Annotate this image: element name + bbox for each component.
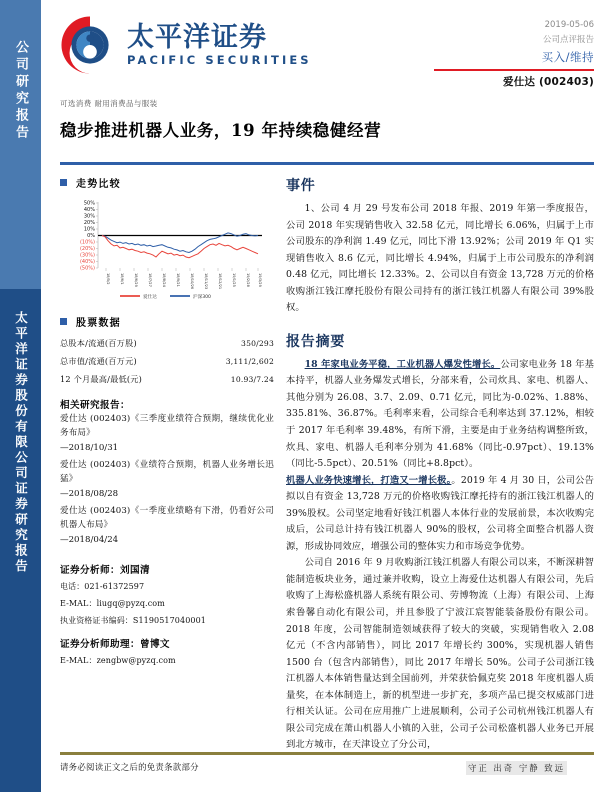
summary-lead: 机器人业务快速增长，打造又一增长极。: [286, 474, 452, 486]
table-row: [60, 353, 274, 371]
table-row: [60, 371, 274, 389]
summary-block: [286, 357, 594, 473]
stock-ticker: 爱仕达 (002403): [503, 76, 594, 89]
rating-underline-rule: [434, 69, 594, 71]
svg-text:50%: 50%: [83, 200, 95, 207]
related-report-date: —2018/04/24: [60, 534, 119, 545]
summary-text: 。2019 年 4 月 30 日，公司公告拟以自有资金 13,728 万元的价格收购钱江摩托持有的浙江钱江机器人的 39%股权。公司坚定地看好钱江机器人本体行业的发展前景，本次收购完成后，公司总计持有钱江机器人 90%的股权，公司将全面整合机器人资源，形成协同效应，增强公司的整体实力和市场竞争优势。: [286, 474, 595, 552]
assistant-email: E-MAL：zengbw@pyzq.com: [60, 655, 176, 665]
brand-name-en: PACIFIC SECURITIES: [127, 53, 312, 68]
svg-text:(50%): (50%): [79, 265, 95, 272]
svg-text:19/1/25: 19/1/25: [232, 273, 236, 287]
analyst-phone: 电话：021-61372597: [60, 581, 145, 591]
summary-block: [286, 555, 594, 754]
summary-block: [286, 473, 594, 556]
stock-row-label: 12 个月最高/最低(元): [60, 373, 143, 384]
report-type: 公司点评报告: [542, 34, 594, 45]
svg-text:沪深300: 沪深300: [193, 295, 211, 300]
svg-text:18/6/29: 18/6/29: [134, 273, 138, 287]
right-column: [286, 175, 595, 751]
related-report-title: 爱仕达 (002403)《一季度业绩略有下滑，仍看好公司机器人布局》: [60, 505, 274, 530]
svg-text:20%: 20%: [83, 220, 95, 226]
svg-text:18/9/21: 18/9/21: [176, 273, 180, 287]
chart-svg: [62, 196, 268, 304]
summary-text: 公司自 2016 年 9 月收购浙江钱江机器人有限公司以来，不断深耕智能制造板块业务，通过兼并收购，设立上海爱仕达机器人有限公司，先后收购了上海松盛机器人系统有限公司、劳博物流（上海）有限公司、上海索鲁馨自动化有限公司，并且参股了宁波江宸智能装备股份有限公司。2018 年度，公司智能制造领域获得了较大的突破，实现销售收入 2.08 亿元（不含内部销售），同比 2017 年增长约 300%，实现机器人销售 1500 台（包含内部销售），同比 2017 年增长 50%。公司子公司浙江钱江机器人本体销售量达到全国前列，并荣获恰佩克奖 2018 年度机器人质量奖，在本体制造上，新的机型进一步扩充，多项产品已提交权威部门进行相关认证。公司在应用推广上进展顺利，公司子公司杭州钱江机器人有限公司完成在萧山机器人小镇的入驻，公司子公司松盛机器人业务已开展到北方城市，在天津设立了分公司，: [286, 557, 594, 751]
svg-text:(10%): (10%): [79, 239, 95, 246]
sidebar-label-firm-research: 太平洋证券股份有限公司证券研究报告: [13, 311, 29, 575]
footer-slogan: 守正 出奇 宁静 致远: [468, 763, 565, 773]
analyst-heading: 证券分析师：刘国清: [60, 564, 150, 576]
summary-text: 公司家电业务 18 年基本持平，机器人业务爆发式增长，分部来看，公司炊具、家电、机器人、其他分别为 26.08、3.7、2.09、0.71 亿元，同比为-0.02%、1.88%、335.81%、36.87%。毛利率来看，公司综合毛利率达到 37.12%，相较于 2017 年毛利率 39.48%，有所下滑，主要是由于业务结构调整所致，炊具、家电、机器人毛利率分别为 41.68%（同比-0.97pct）、19.13%（同比-5.5pct）、20.51%（同比+8.8pct）。: [286, 358, 594, 470]
svg-text:(20%): (20%): [79, 246, 95, 252]
analyst-license: 执业资格证书编码：S1190517040001: [60, 615, 206, 625]
stock-row-value: 350/293: [241, 339, 274, 349]
svg-text:18/10/26: 18/10/26: [190, 273, 194, 290]
brand-name-cn: 太平洋证券: [127, 21, 267, 53]
footer-disclaimer: 请务必阅读正文之后的免责条款部分: [60, 762, 199, 772]
report-header: [41, 0, 612, 175]
sidebar-section-firm-research: [0, 289, 41, 792]
related-report-title: 爱仕达 (002403)《三季度业绩符合预期，继续优化业务布局》: [60, 414, 274, 439]
svg-text:18/12/21: 18/12/21: [218, 273, 222, 290]
trend-block-title: 走势比较: [76, 179, 121, 190]
svg-text:18/6/1: 18/6/1: [120, 273, 124, 285]
table-row: [60, 335, 274, 353]
bullet-square-icon: [60, 318, 67, 325]
svg-text:(40%): (40%): [79, 259, 95, 265]
trend-block-header: [60, 175, 274, 190]
svg-text:19/2/28: 19/2/28: [246, 273, 250, 287]
report-footer: [41, 752, 612, 792]
related-report-date: —2018/08/28: [60, 488, 119, 499]
section-heading-event: 事件: [286, 178, 316, 194]
stock-row-value: 10.93/7.24: [230, 374, 274, 384]
stock-data-table: [60, 335, 274, 388]
footer-divider: [60, 752, 594, 755]
event-paragraph: 1、公司 4 月 29 号发布公司 2018 年报、2019 年第一季度报告，公司 2018 年实现销售收入 32.58 亿元，同比增长 6.06%，归属于上市公司股东的净利润 1.49 亿元，同比下滑 13.92%；公司 2019 年 Q1 实现销售收入 8.6 亿元，同比增长 4.94%，归属于上市公司股东的净利润 0.48 亿元，同比增长 12.33%。2、公司以自有资金 13,728 万元的价格收购浙江钱江摩托股份有限公司持有的浙江钱江机器人有限公司 39%股权。: [286, 203, 594, 314]
report-body: [41, 175, 612, 751]
page-title: 稳步推进机器人业务，19 年持续稳健经营: [60, 121, 382, 140]
related-report-title: 爱仕达 (002403)《业绩符合预期，机器人业务增长迅猛》: [60, 460, 274, 485]
svg-text:18/11/23: 18/11/23: [204, 273, 208, 290]
svg-text:爱仕达: 爱仕达: [143, 295, 157, 300]
report-date: 2019-05-06: [544, 20, 594, 30]
analyst-email: E-MAL：liugq@pyzq.com: [60, 598, 165, 608]
rating-badge: 买入/维持: [541, 49, 594, 64]
stock-block-title: 股票数据: [76, 318, 121, 329]
stock-row-value: 3,111/2,602: [225, 357, 274, 367]
stock-block-header: [60, 314, 274, 329]
pacific-securities-logo-icon: [59, 14, 121, 76]
brand-logo: [59, 14, 312, 76]
related-report-date: —2018/10/31: [60, 443, 119, 454]
svg-text:10%: 10%: [83, 226, 95, 233]
chart-legend: [120, 293, 211, 300]
section-heading-summary: 报告摘要: [286, 333, 346, 350]
svg-text:18/5/2: 18/5/2: [106, 273, 110, 285]
left-sidebar: [0, 0, 41, 792]
header-meta: [434, 18, 594, 89]
svg-text:18/8/24: 18/8/24: [162, 273, 166, 287]
svg-text:(30%): (30%): [79, 252, 95, 259]
summary-lead: 18 年家电业务平稳，工业机器人爆发性增长。: [304, 358, 501, 370]
price-comparison-chart: [62, 196, 268, 304]
svg-text:18/7/27: 18/7/27: [148, 273, 152, 287]
svg-text:0%: 0%: [87, 233, 95, 239]
svg-text:30%: 30%: [83, 213, 95, 220]
svg-text:19/3/29: 19/3/29: [258, 273, 262, 287]
stock-row-label: 总股本/流通(百万股): [60, 338, 137, 349]
sidebar-section-company-research: [0, 0, 41, 289]
svg-text:40%: 40%: [83, 207, 95, 213]
related-reports-heading: 相关研究报告：: [60, 400, 130, 412]
bullet-square-icon: [60, 179, 67, 186]
sector-label: 可选消费 耐用消费品与服装: [60, 99, 158, 108]
stock-row-label: 总市值/流通(百万元): [60, 356, 137, 367]
assistant-heading: 证券分析师助理：曾博文: [60, 638, 170, 650]
brand-wordmark: [127, 23, 312, 67]
left-column: [60, 175, 274, 748]
title-divider: [60, 162, 594, 165]
sidebar-label-company-research: 公司研究报告: [13, 40, 28, 142]
